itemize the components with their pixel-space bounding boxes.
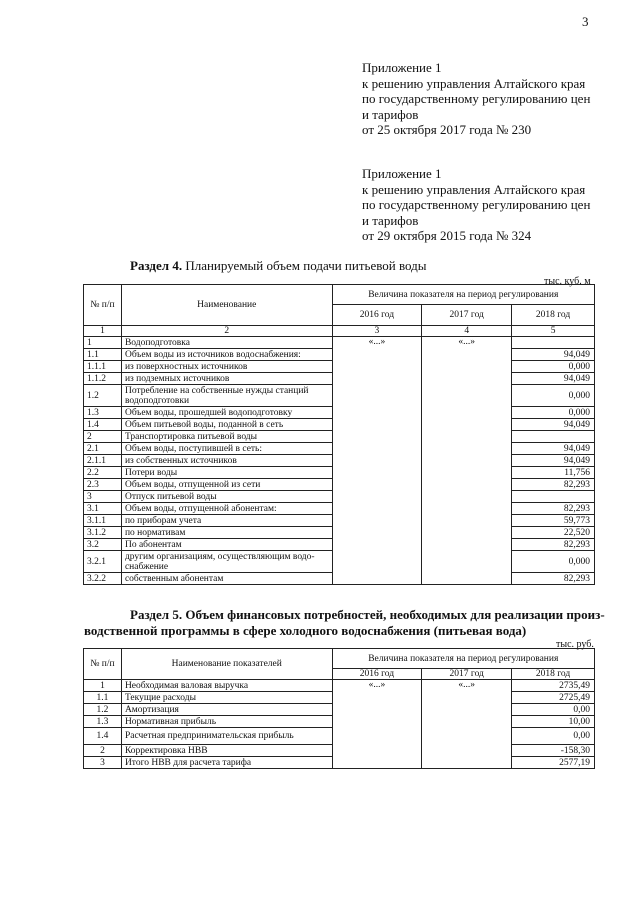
row-num: 3.2 — [84, 539, 122, 551]
row-value-2018: 2577,19 — [512, 757, 595, 769]
row-value-2018: 94,049 — [512, 419, 595, 431]
appendix-line: по государственному регулированию цен — [362, 91, 591, 106]
row-name: Объем питьевой воды, поданной в сеть — [121, 419, 332, 431]
row-name: По абонентам — [121, 539, 332, 551]
row-name: Текущие расходы — [121, 692, 332, 704]
header-2016: 2016 год — [332, 305, 422, 326]
appendix-line: Приложение 1 — [362, 166, 442, 181]
row-name: Транспортировка питьевой воды — [121, 431, 332, 443]
section4-title-bold: Раздел 4. — [130, 258, 183, 273]
row-name: Итого НВВ для расчета тарифа — [121, 757, 332, 769]
row-name: по приборам учета — [121, 515, 332, 527]
row-value-2018: 0,00 — [512, 704, 595, 716]
row-num: 1.4 — [84, 728, 122, 745]
header-num: № п/п — [84, 649, 122, 680]
section5-title-line2: водственной программы в сфере холодного водоснабжения (питьевая вода) — [84, 623, 527, 638]
row-name: собственным абонентам — [121, 573, 332, 585]
row-name: Водоподготовка — [121, 337, 332, 349]
row-value-2018: 82,293 — [512, 503, 595, 515]
row-num: 2.1.1 — [84, 455, 122, 467]
section4-table — [83, 284, 595, 585]
row-name: Объем воды, поступившей в сеть: — [121, 443, 332, 455]
row-value-2018 — [512, 337, 595, 349]
row-num: 3 — [84, 491, 122, 503]
row-num: 1.1 — [84, 692, 122, 704]
header-period: Величина показателя на период регулирования — [332, 285, 594, 305]
header-2017: 2017 год — [422, 669, 512, 680]
row-num: 1 — [84, 680, 122, 692]
section5-units: тыс. руб. — [556, 639, 594, 650]
row-value-2018: 0,000 — [512, 407, 595, 419]
appendix-line: Приложение 1 — [362, 60, 442, 75]
row-value-2018: 11,756 — [512, 467, 595, 479]
row-name: из собственных источников — [121, 455, 332, 467]
row-name: Объем воды из источников водоснабжения: — [121, 349, 332, 361]
row-num: 1.4 — [84, 419, 122, 431]
index-cell: 2 — [121, 326, 332, 337]
section5-title-rest: Объем финансовых потребностей, необходимых для реализации произ- — [182, 607, 605, 622]
row-name: Необходимая валовая выручка — [121, 680, 332, 692]
row-value-2018 — [512, 431, 595, 443]
row-value-2018: 2725,49 — [512, 692, 595, 704]
header-name: Наименование показателей — [121, 649, 332, 680]
appendix-previous — [362, 166, 590, 244]
section5-title-bold: Раздел 5. — [130, 607, 183, 622]
row-name: другим организациям, осуществляющим водо-снабжение — [121, 551, 332, 573]
appendix-line: от 29 октября 2015 года № 324 — [362, 228, 532, 243]
row-name: Объем воды, отпущенной абонентам: — [121, 503, 332, 515]
row-value-2018: 0,00 — [512, 728, 595, 745]
appendix-current — [362, 60, 590, 138]
section5-title — [130, 607, 605, 623]
appendix-line: к решению управления Алтайского края — [362, 75, 586, 91]
row-value-2018: 10,00 — [512, 716, 595, 728]
row-value-2018 — [512, 491, 595, 503]
row-name: по нормативам — [121, 527, 332, 539]
row-num: 1.2 — [84, 385, 122, 407]
header-2017: 2017 год — [422, 305, 512, 326]
index-cell: 1 — [84, 326, 122, 337]
row-value-2018: 94,049 — [512, 443, 595, 455]
appendix-line: по государственному регулированию цен — [362, 197, 591, 212]
row-num: 3.2.1 — [84, 551, 122, 573]
row-num: 1.2 — [84, 704, 122, 716]
row-num: 3 — [84, 757, 122, 769]
header-2018: 2018 год — [512, 305, 595, 326]
row-value-2018: 94,049 — [512, 455, 595, 467]
row-value-2018: 0,000 — [512, 361, 595, 373]
row-num: 2.3 — [84, 479, 122, 491]
row-name: Объем воды, отпущенной из сети — [121, 479, 332, 491]
row-value-2018: 82,293 — [512, 539, 595, 551]
section4-units: тыс. куб. м — [544, 276, 591, 287]
appendix-line: и тарифов — [362, 212, 419, 228]
row-value-2018: 0,000 — [512, 551, 595, 573]
row-num: 1 — [84, 337, 122, 349]
row-num: 1.1 — [84, 349, 122, 361]
row-value-2018: -158,30 — [512, 745, 595, 757]
row-value-2018: 0,000 — [512, 385, 595, 407]
page-number: 3 — [582, 14, 589, 29]
section4-title — [130, 258, 427, 274]
index-cell: 3 — [332, 326, 422, 337]
row-num: 1.3 — [84, 407, 122, 419]
row-name: Потери воды — [121, 467, 332, 479]
row-value-2018: 59,773 — [512, 515, 595, 527]
index-cell: 4 — [422, 326, 512, 337]
appendix-line: и тарифов — [362, 106, 419, 122]
row-name: Корректировка НВВ — [121, 745, 332, 757]
row-value-2018: 82,293 — [512, 479, 595, 491]
header-2018: 2018 год — [512, 669, 595, 680]
row-name: Расчетная предпринимательская прибыль — [121, 728, 332, 745]
table-row — [84, 337, 595, 349]
index-cell: 5 — [512, 326, 595, 337]
row-name: Объем воды, прошедшей водоподготовку — [121, 407, 332, 419]
header-period: Величина показателя на период регулирования — [332, 649, 594, 669]
row-num: 1.1.1 — [84, 361, 122, 373]
section5-table — [83, 648, 595, 769]
merged-value-cell: «...» — [332, 680, 422, 769]
row-name: Амортизация — [121, 704, 332, 716]
appendix-line: от 25 октября 2017 года № 230 — [362, 122, 532, 137]
row-value-2018: 94,049 — [512, 349, 595, 361]
table-row — [84, 680, 595, 692]
row-name: из поверхностных источников — [121, 361, 332, 373]
merged-value-cell: «...» — [422, 680, 512, 769]
header-2016: 2016 год — [332, 669, 422, 680]
row-num: 2 — [84, 431, 122, 443]
section4-title-rest: Планируемый объем подачи питьевой воды — [182, 258, 427, 273]
row-name: Потребление на собственные нужды станций водоподготовки — [121, 385, 332, 407]
row-num: 1.3 — [84, 716, 122, 728]
row-num: 2 — [84, 745, 122, 757]
appendix-line: к решению управления Алтайского края — [362, 181, 586, 197]
row-num: 3.1 — [84, 503, 122, 515]
merged-value-cell: «...» — [422, 337, 512, 585]
row-num: 3.2.2 — [84, 573, 122, 585]
row-value-2018: 22,520 — [512, 527, 595, 539]
row-num: 2.2 — [84, 467, 122, 479]
row-name: из подземных источников — [121, 373, 332, 385]
row-num: 1.1.2 — [84, 373, 122, 385]
row-name: Нормативная прибыль — [121, 716, 332, 728]
row-num: 3.1.1 — [84, 515, 122, 527]
merged-value-cell: «...» — [332, 337, 422, 585]
header-num: № п/п — [84, 285, 122, 326]
row-name: Отпуск питьевой воды — [121, 491, 332, 503]
row-num: 3.1.2 — [84, 527, 122, 539]
row-value-2018: 82,293 — [512, 573, 595, 585]
row-num: 2.1 — [84, 443, 122, 455]
row-value-2018: 94,049 — [512, 373, 595, 385]
header-name: Наименование — [121, 285, 332, 326]
row-value-2018: 2735,49 — [512, 680, 595, 692]
